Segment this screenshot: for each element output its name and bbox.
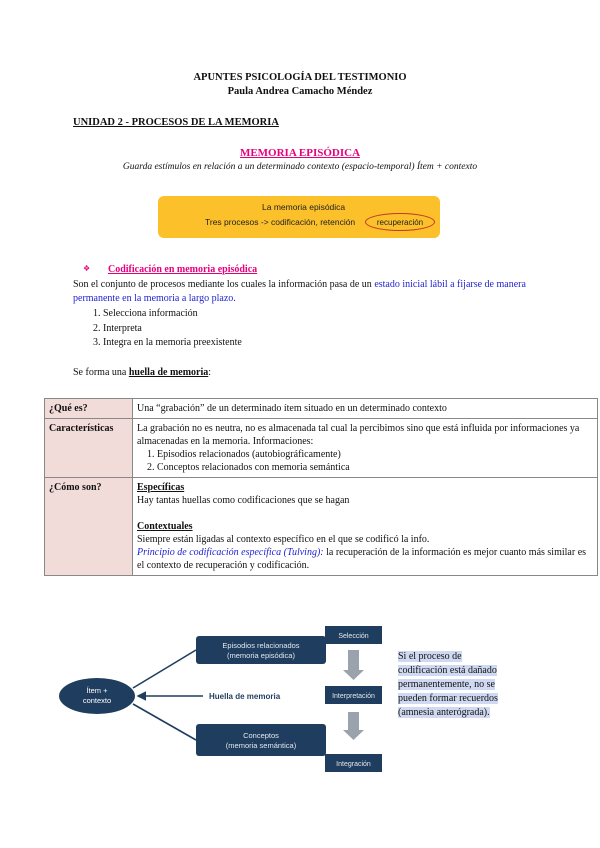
especificas-title: Específicas [137, 482, 185, 493]
connector-conceptos [133, 704, 196, 740]
episodios-line-1: Episodios relacionados [222, 641, 300, 650]
flow-arrow-icon [343, 650, 364, 680]
especificas-text: Hay tantas huellas como codificaciones que se hagan [137, 495, 350, 506]
highlight-line-1: La memoria episódica [262, 202, 346, 212]
circled-recuperacion: recuperación [365, 213, 435, 231]
highlight-line-2: Tres procesos -> codificación, retención [205, 217, 356, 227]
document-title: APUNTES PSICOLOGÍA DEL TESTIMONIO [193, 72, 407, 83]
conceptos-line-1: Conceptos [243, 731, 279, 740]
step-item: 2. Interpreta [103, 322, 242, 337]
principle-text: la recuperación de la información es mejor cuanto más similar es el contexto de recuperación y codificación. [137, 547, 587, 571]
connector-episodios [133, 650, 196, 688]
conceptos-line-2: (memoria semántica) [225, 741, 297, 750]
contextuales-text: Siempre están ligadas al contexto específico en el que se codificó la info. [137, 534, 430, 545]
side-note-text: Si el proceso de codificación está dañado permanentemente, no se pueden formar recuerdos (amnesia anterógrada). [398, 651, 498, 718]
row-label-como: ¿Cómo son? [45, 478, 133, 576]
list-item: 1. Episodios relacionados (autobiográficamente) [157, 448, 593, 461]
row-label-que: ¿Qué es? [45, 399, 133, 419]
table-row [45, 478, 598, 576]
row-text-que: Una “grabación” de un determinado ítem situado en un determinado contexto [133, 399, 598, 419]
coding-para-blue: estado inicial lábil a fijarse de manera permanente en la memoria a largo plazo. [73, 279, 526, 304]
section-subtitle: Guarda estímulos en relación a un determinado contexto (espacio-temporal) Ítem + contexto [122, 162, 478, 172]
huella-table [44, 398, 598, 576]
document-author: Paula Andrea Camacho Méndez [227, 86, 373, 97]
table-row [45, 399, 598, 419]
diamond-bullet-icon: ❖ [83, 264, 91, 273]
step-item: 1. Selecciona información [103, 307, 242, 322]
huella-line [73, 367, 211, 378]
tulving-principle [137, 546, 593, 572]
row-cell-como [133, 478, 598, 576]
row-label-caracteristicas: Características [45, 419, 133, 478]
side-note [398, 650, 513, 720]
principle-title: Principio de codificación específica (Tulving): [137, 547, 324, 558]
row-cell-caracteristicas [133, 419, 598, 478]
coding-steps [73, 307, 242, 351]
flow-label: Interpretación [332, 693, 375, 700]
coding-paragraph [73, 278, 533, 306]
episodios-line-2: (memoria episódica) [227, 651, 295, 660]
coding-heading: Codificación en memoria episódica [108, 264, 258, 275]
coding-para-start: Son el conjunto de procesos mediante los cuales la información pasa de un [73, 279, 375, 290]
list-item: 2. Conceptos relacionados con memoria semántica [157, 461, 593, 474]
unit-heading: UNIDAD 2 - PROCESOS DE LA MEMORIA [73, 117, 279, 128]
flow-label: Integración [336, 761, 371, 768]
huella-bold: huella de memoria [128, 367, 209, 378]
huella-suffix: : [208, 367, 212, 378]
item-line-2: contexto [82, 696, 112, 705]
section-title: MEMORIA EPISÓDICA [239, 147, 361, 159]
huella-label: Huella de memoria [209, 692, 281, 701]
flow-arrow-icon [343, 712, 364, 740]
step-item: 3. Integra en la memoria preexistente [103, 336, 242, 351]
contextuales-title: Contextuales [137, 521, 193, 532]
caracteristicas-text: La grabación no es neutra, no es almacenada tal cual la percibimos sino que está influida por informaciones ya almacenadas en la memoria. Informaciones: [137, 423, 580, 447]
item-line-1: Ítem + [86, 686, 108, 695]
table-row [45, 419, 598, 478]
conceptos-node [196, 724, 326, 756]
highlight-box [158, 196, 440, 238]
flow-label: Selección [338, 633, 369, 640]
huella-prefix: Se forma una [73, 367, 129, 378]
